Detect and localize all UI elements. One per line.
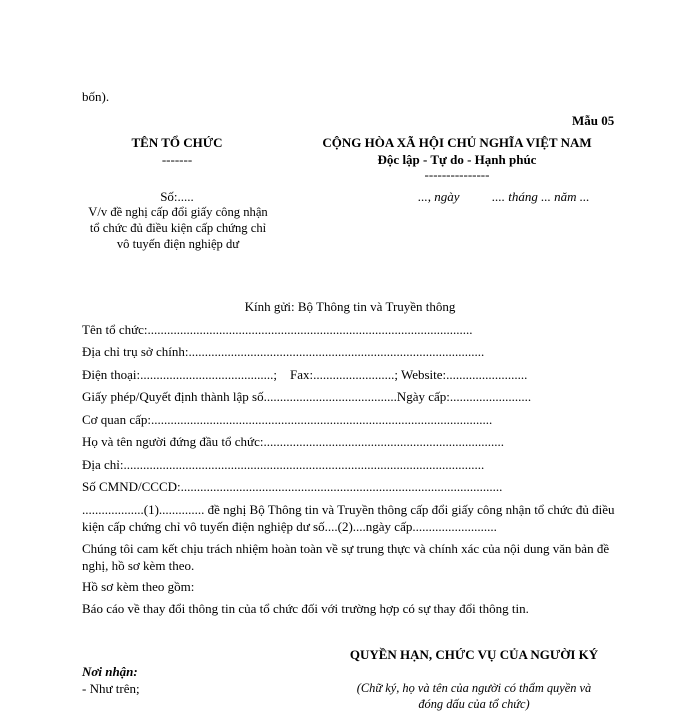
country-name: CỘNG HÒA XÃ HỘI CHỦ NGHĨA VIỆT NAM	[322, 135, 592, 150]
top-fragment: bốn).	[82, 89, 110, 104]
commitment-paragraph: Chúng tôi cam kết chịu trách nhiệm hoàn toàn về sự trung thực và chính xác của nội dung văn bản đề nghị, hồ sơ kèm theo.	[82, 541, 610, 573]
date-line: ..., ngày .... tháng ... năm ...	[418, 189, 590, 204]
field-contact: Điện thoại:.........................................; Fax:.........................; Website:.........................	[82, 367, 528, 382]
org-rule: -------	[161, 152, 193, 167]
request-paragraph: ...................(1).............. đề nghị Bộ Thông tin và Truyền thông cấp đổi giấy công nhận tổ chức đủ điều kiện cấp chứng chỉ vô tuyến điện nghiệp dư số....(2)....ngày cấp..........................	[82, 502, 615, 534]
doc-number: Số:.....	[160, 189, 194, 204]
attachments-label: Hồ sơ kèm theo gồm:	[82, 579, 195, 594]
recipients-item: - Như trên;	[82, 681, 140, 696]
motto-rule: ---------------	[424, 167, 490, 182]
field-org-name: Tên tổ chức:....................................................................................................	[82, 322, 473, 337]
motto: Độc lập - Tự do - Hạnh phúc	[377, 152, 537, 167]
recipient-line: Kính gửi: Bộ Thông tin và Truyền thông	[244, 299, 456, 314]
field-license: Giấy phép/Quyết định thành lập số.........................................Ngày cấp:.........................	[82, 389, 532, 404]
subject-line: V/v đề nghị cấp đổi giấy công nhận tổ chức đủ điều kiện cấp chứng chỉ vô tuyến điện nghiệp dư	[88, 205, 268, 251]
attachment-item: Báo cáo về thay đổi thông tin của tổ chức đối với trường hợp có sự thay đổi thông tin.	[82, 601, 529, 616]
field-head-person: Họ và tên người đứng đầu tổ chức:..........................................................................	[82, 434, 504, 449]
form-code: Mẫu 05	[572, 113, 615, 128]
field-address: Địa chỉ:...............................................................................................................	[82, 457, 485, 472]
field-id-card: Số CMND/CCCD:...................................................................................................	[82, 479, 503, 494]
field-head-office: Địa chỉ trụ sở chính:...........................................................................................	[82, 344, 485, 359]
signature-title: QUYỀN HẠN, CHỨC VỤ CỦA NGƯỜI KÝ	[349, 647, 599, 662]
field-issuing-agency: Cơ quan cấp:.........................................................................................................	[82, 412, 493, 427]
recipients-label: Nơi nhận:	[82, 664, 138, 679]
signature-note: (Chữ ký, họ và tên của người có thẩm quyền và đóng dấu của tổ chức)	[356, 681, 592, 711]
org-name: TÊN TỔ CHỨC	[131, 135, 223, 150]
